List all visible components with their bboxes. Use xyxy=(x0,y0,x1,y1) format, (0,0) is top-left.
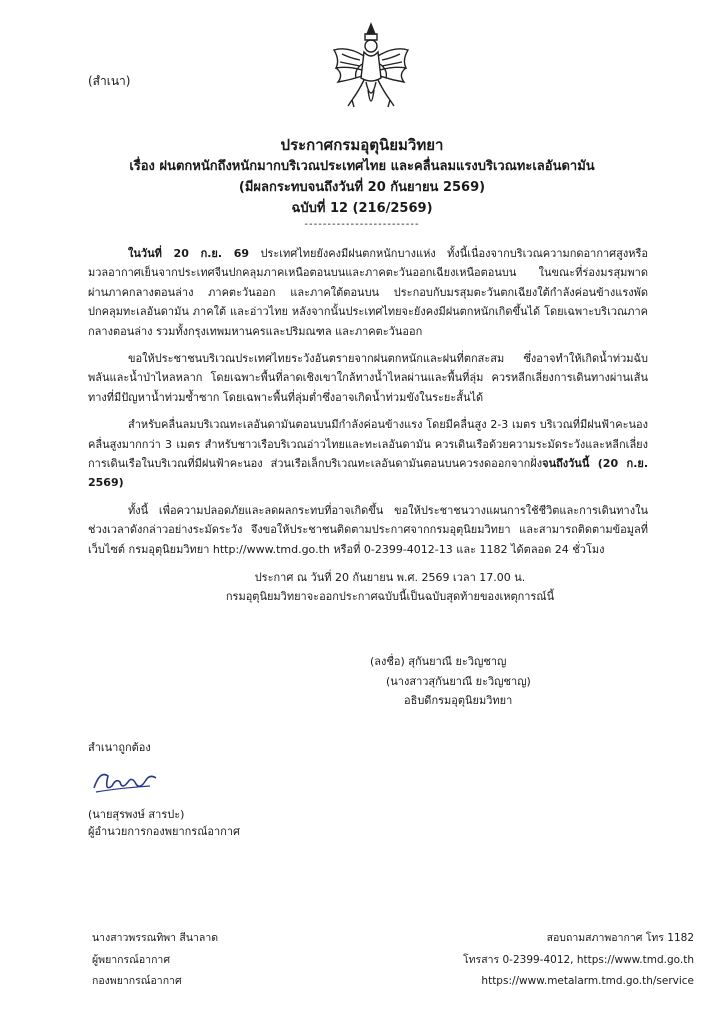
document-title: ประกาศกรมอุตุนิยมวิทยา xyxy=(280,136,444,154)
effective-date: (มีผลกระทบจนถึงวันที่ 20 กันยายน 2569) xyxy=(238,180,486,195)
forecaster-name: นางสาวพรรณทิพา สีนาลาด xyxy=(92,932,219,944)
paragraph-situation xyxy=(88,244,648,341)
certified-copy-label: สำเนาถูกต้อง xyxy=(88,741,151,754)
announcement-final-note: กรมอุตุนิยมวิทยาจะออกประกาศฉบับนี้เป็นฉบับสุดท้ายของเหตุการณ์นี้ xyxy=(225,590,555,603)
paragraph-situation-text: ประเทศไทยยังคงมีฝนตกหนักบางแห่ง ทั้งนี้เนื่องจากบริเวณความกดอากาศสูงหรือมวลอากาศเย็นจากประเทศจีนปกคลุมภาคเหนือตอนบนและภาคตะวันออกเฉียงเหนือตอนบน ในขณะที่ร่องมรสุมพาดผ่านภาคกลางตอนล่าง ภาคตะวันออก และภาคใต้ตอนบน ประกอบกับมรสุมตะวันตกเฉียงใต้กำลังค่อนข้างแรงพัดปกคลุมทะเลอันดามัน ภาคใต้ และอ่าวไทย หลังจากนั้นประเทศไทยจะยังคงมีฝนตกหนักเกิดขึ้นได้ โดยเฉพาะบริเวณภาคกลางตอนล่าง รวมทั้งกรุงเทพมหานครและปริมณฑล และภาคตะวันออก xyxy=(88,247,649,338)
contact-service-url: https://www.metalarm.tmd.go.th/service xyxy=(481,975,694,987)
certifier-name: (นายสุรพงษ์ สารปะ) xyxy=(88,808,185,821)
document-subject: เรื่อง ฝนตกหนักถึงหนักมากบริเวณประเทศไทย และคลื่นลมแรงบริเวณทะเลอันดามัน xyxy=(129,159,595,174)
handwritten-signature xyxy=(90,762,160,802)
paragraph-flood-warning: ขอให้ประชาชนบริเวณประเทศไทยระวังอันตรายจากฝนตกหนักและฝนที่ตกสะสม ซึ่งอาจทำให้เกิดน้ำท่วมฉับพลันและน้ำป่าไหลหลาก โดยเฉพาะพื้นที่ลาดเชิงเขาใกล้ทางน้ำไหลผ่านและพื้นที่ลุ่ม ควรหลีกเลี่ยงการเดินทางผ่านเส้นทางที่มีปัญหาน้ำท่วมซ้ำซาก โดยเฉพาะพื้นที่ลุ่มต่ำซึ่งอาจเกิดน้ำท่วมขังในระยะสั้นได้ xyxy=(88,352,648,404)
announcement-block xyxy=(200,568,580,606)
footer-contact xyxy=(463,928,694,993)
contact-phone: สอบถามสภาพอากาศ โทร 1182 xyxy=(546,932,694,944)
paragraph-sea-text: สำหรับคลื่นลมบริเวณทะเลอันดามันตอนบนมีกำลังค่อนข้างแรง โดยมีคลื่นสูง 2-3 เมตร บริเวณที่มีฝนฟ้าคะนองคลื่นสูงมากกว่า 3 เมตร สำหรับชาวเรือบริเวณอ่าวไทยและทะเลอันดามัน ควรเดินเรือด้วยความระมัดระวังและหลีกเลี่ยงการเดินเรือในบริเวณที่มีฝนฟ้าคะนอง ส่วนเรือเล็กบริเวณทะเลอันดามันตอนบนควรงดออกจากฝั่ง xyxy=(88,418,648,471)
forecaster-division: กองพยากรณ์อากาศ xyxy=(92,975,182,987)
forecaster-role: ผู้พยากรณ์อากาศ xyxy=(92,953,170,966)
signed-line: (ลงชื่อ) สุกันยาณี ยะวิญชาญ xyxy=(370,655,507,668)
director-signature-block xyxy=(330,652,630,711)
header-divider: ------------------------- xyxy=(304,219,420,230)
announcement-header xyxy=(40,134,684,231)
paragraph-sea-warning xyxy=(88,415,648,493)
copy-mark: (สำเนา) xyxy=(88,74,131,88)
paragraph-advice: ทั้งนี้ เพื่อความปลอดภัยและลดผลกระทบที่อาจเกิดขึ้น ขอให้ประชาชนวางแผนการใช้ชีวิตและการเดินทางในช่วงเวลาดังกล่าวอย่างระมัดระวัง จึงขอให้ประชาชนติดตามประกาศจากกรมอุตุนิยมวิทยา และสามารถติดตามข้อมูลที่เว็บไซต์ กรมอุตุนิยมวิทยา http://www.tmd.go.th หรือที่ 0-2399-4012-13 และ 1182 ได้ตลอด 24 ชั่วโมง xyxy=(88,503,648,556)
footer-forecaster xyxy=(92,928,218,993)
garuda-emblem-icon xyxy=(326,20,416,120)
signatory-position: อธิบดีกรมอุตุนิยมวิทยา xyxy=(404,694,513,707)
issue-number: ฉบับที่ 12 (216/2569) xyxy=(291,201,433,216)
paragraph-situation-lead: ในวันที่ 20 ก.ย. 69 xyxy=(128,247,250,260)
document-body xyxy=(88,244,648,567)
contact-fax: โทรสาร 0-2399-4012, https://www.tmd.go.th xyxy=(463,953,694,966)
paragraph-sea-until: จนถึงวันนี้ (20 ก.ย. 2569) xyxy=(88,457,649,490)
signatory-name: (นางสาวสุกันยาณี ยะวิญชาญ) xyxy=(386,674,531,688)
certifier-position: ผู้อำนวยการกองพยากรณ์อากาศ xyxy=(88,825,241,838)
certifier-block xyxy=(88,806,240,840)
announcement-date: ประกาศ ณ วันที่ 20 กันยายน พ.ศ. 2569 เวลา 17.00 น. xyxy=(254,571,526,584)
